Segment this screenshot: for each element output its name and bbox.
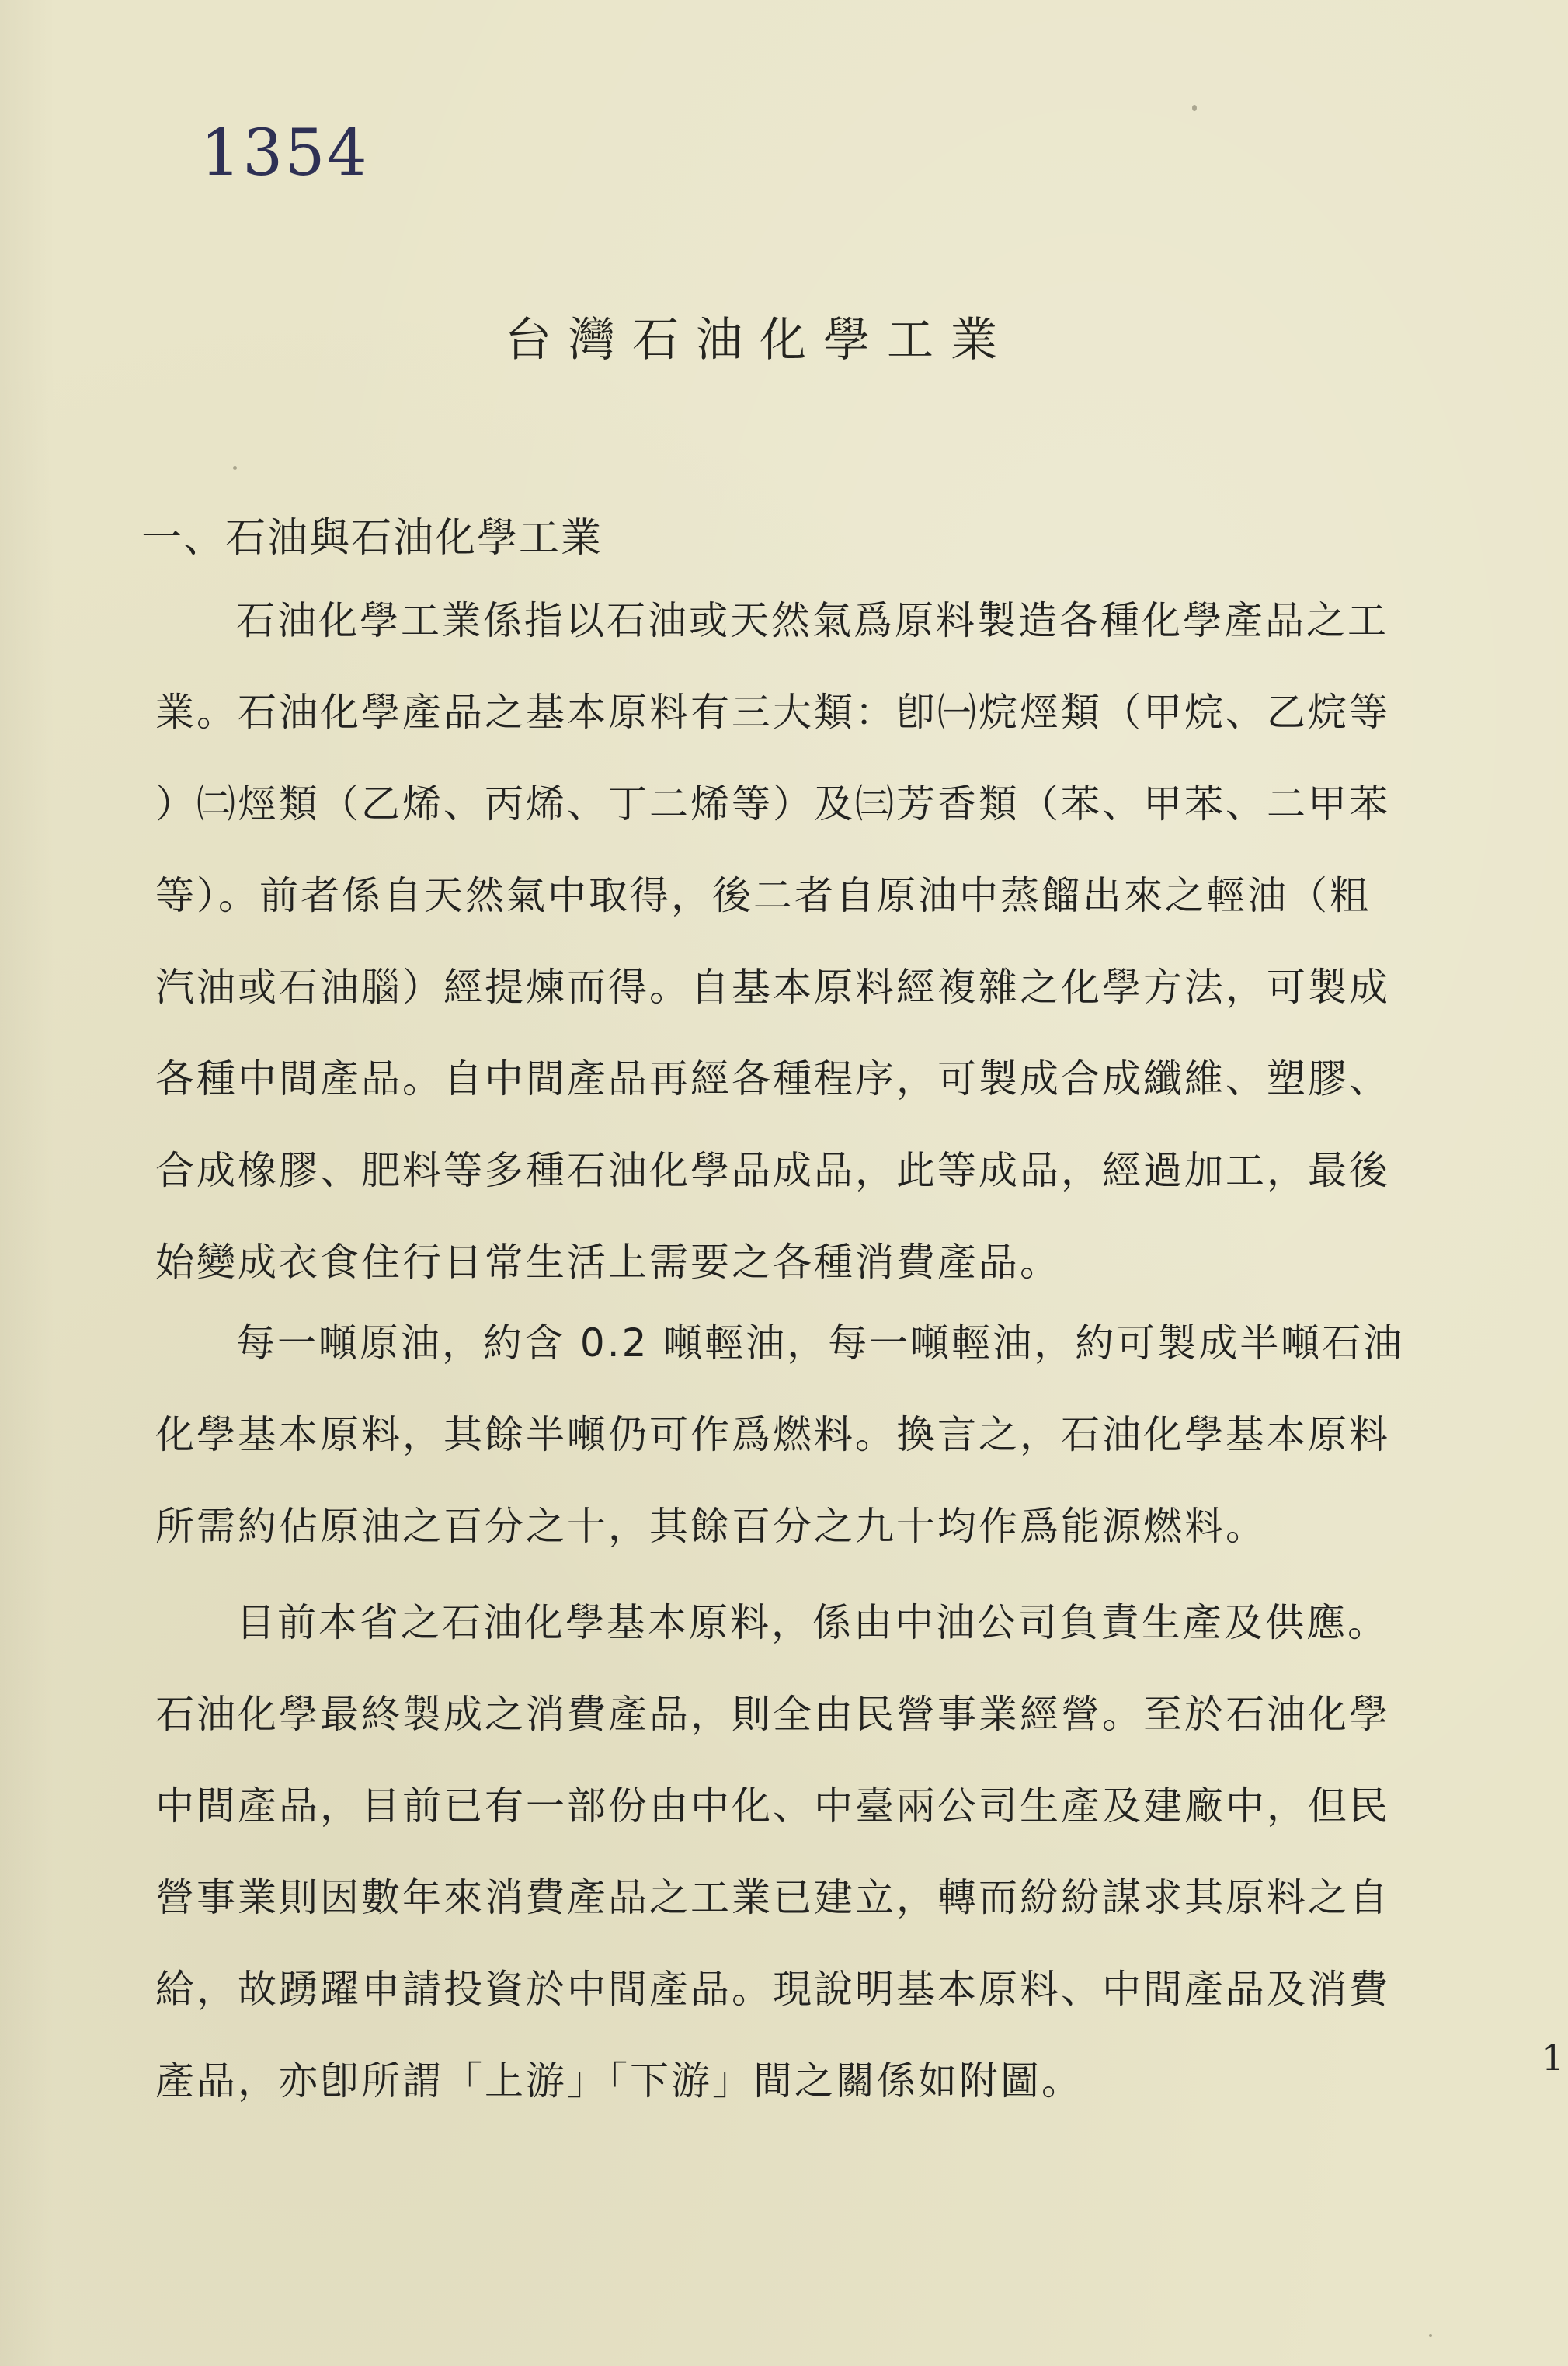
paragraph-line: 目前本省之石油化學基本原料，係由中油公司負責生產及供應。: [236, 1600, 1389, 1645]
paragraph-line: 汽油或石油腦）經提煉而得。自基本原料經複雜之化學方法，可製成: [155, 965, 1390, 1010]
document-title: 台灣石油化學工業: [505, 313, 1014, 367]
paragraph-line: 給，故踴躍申請投資於中間產品。現說明基本原料、中間產品及消費: [155, 1967, 1390, 2012]
paragraph-line: 石油化學最終製成之消費產品，則全由民營事業經營。至於石油化學: [155, 1692, 1390, 1737]
paragraph-line: 化學基本原料，其餘半噸仍可作爲燃料。換言之，石油化學基本原料: [155, 1412, 1390, 1457]
paper-speck: [1429, 2334, 1432, 2337]
paragraph-line: 所需約佔原油之百分之十，其餘百分之九十均作爲能源燃料。: [155, 1504, 1267, 1549]
paragraph-1: [155, 575, 1491, 1308]
paragraph-line: 營事業則因數年來消費產品之工業已建立，轉而紛紛謀求其原料之自: [155, 1875, 1390, 1920]
paragraph-line: 業。石油化學產品之基本原料有三大類：卽㈠烷烴類（甲烷、乙烷等: [155, 690, 1390, 735]
margin-mark: 1: [1542, 2037, 1565, 2079]
paragraph-line: ）㈡烴類（乙烯、丙烯、丁二烯等）及㈢芳香類（苯、甲苯、二甲苯: [155, 781, 1390, 826]
paragraph-line: 各種中間產品。自中間產品再經各種程序，可製成合成纖維、塑膠、: [155, 1056, 1390, 1101]
section-heading: 一、石油與石油化學工業: [141, 515, 603, 562]
paragraph-line: 始變成衣食住行日常生活上需要之各種消費產品。: [155, 1240, 1061, 1285]
paper-speck: [233, 466, 237, 470]
paragraph-line: 中間產品，目前已有一部份由中化、中臺兩公司生產及建廠中，但民: [155, 1783, 1390, 1828]
paper-speck: [1192, 105, 1197, 111]
paragraph-line: 每一噸原油，約含 0.2 噸輕油，每一噸輕油，約可製成半噸石油: [236, 1320, 1405, 1366]
paragraph-line: 產品，亦卽所謂「上游」「下游」間之關係如附圖。: [155, 2058, 1083, 2103]
paragraph-line: 石油化學工業係指以石油或天然氣爲原料製造各種化學產品之工: [236, 598, 1389, 643]
page-number: 1354: [200, 117, 369, 190]
page-edge-shadow: [0, 0, 54, 2366]
paragraph-line: 等）。前者係自天然氣中取得，後二者自原油中蒸餾出來之輕油（粗: [155, 873, 1371, 918]
paragraph-3: [155, 1577, 1491, 2127]
paragraph-2: [155, 1297, 1491, 1572]
paragraph-line: 合成橡膠、肥料等多種石油化學品成品，此等成品，經過加工，最後: [155, 1148, 1390, 1193]
